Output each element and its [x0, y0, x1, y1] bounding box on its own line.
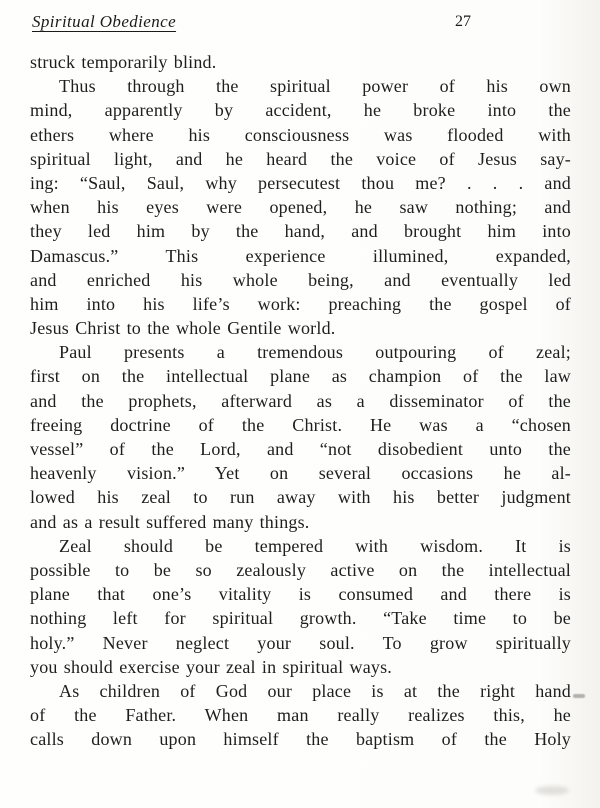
paragraph [30, 534, 571, 679]
text-line: and as a result suffered many things. [30, 511, 310, 532]
paragraph [30, 340, 571, 534]
page-header [32, 12, 572, 38]
text-line: first on the intellectual plane as champion of the law [30, 366, 571, 387]
text-line: possible to be so zealously active on the intellectual [30, 559, 571, 580]
paragraph [30, 74, 571, 340]
text-line: ethers where his consciousness was flooded with [30, 124, 571, 145]
scan-artifact [535, 786, 569, 795]
text-line: vessel” of the Lord, and “not disobedient unto the [30, 439, 571, 459]
text-line: freeing doctrine of the Christ. He was a “chosen [30, 414, 571, 435]
text-line: of the Father. When man really realizes this, he [30, 705, 571, 726]
text-line: mind, apparently by accident, he broke into the [30, 100, 571, 121]
text-line: Jesus Christ to the whole Gentile world. [30, 318, 336, 339]
text-line: lowed his zeal to run away with his better judgment [30, 487, 571, 508]
text-line: nothing left for spiritual growth. “Take time to be [30, 608, 571, 629]
text-line: calls down upon himself the baptism of the Holy [30, 729, 571, 750]
text-line: heavenly vision.” Yet on several occasions he al- [30, 463, 571, 484]
scan-artifact [573, 694, 585, 698]
text-line: As children of God our place is at the right hand [59, 680, 571, 701]
text-line: struck temporarily blind. [30, 52, 217, 72]
text-line: ing: “Saul, Saul, why persecutest thou me? . . . and [30, 172, 571, 193]
running-title: Spiritual Obedience [32, 12, 177, 31]
paragraph [30, 679, 571, 752]
text-line: you should exercise your zeal in spiritual ways. [30, 656, 393, 677]
page-number: 27 [455, 13, 471, 30]
text-line: and the prophets, afterward as a disseminator of the [30, 390, 571, 411]
text-line: Damascus.” This experience illumined, expanded, [30, 245, 571, 266]
text-line: they led him by the hand, and brought him into [30, 221, 571, 242]
text-line: when his eyes were opened, he saw nothing; and [30, 197, 571, 218]
text-line: and enriched his whole being, and eventually led [30, 269, 571, 290]
text-line: holy.” Never neglect your soul. To grow spiritually [30, 632, 571, 653]
paragraph [30, 50, 571, 74]
text-line: him into his life’s work: preaching the gospel of [30, 293, 571, 314]
text-line: spiritual light, and he heard the voice of Jesus say- [30, 148, 571, 169]
text-line: Thus through the spiritual power of his own [59, 76, 571, 97]
text-line: Paul presents a tremendous outpouring of zeal; [59, 342, 571, 363]
text-line: plane that one’s vitality is consumed and there is [30, 584, 571, 605]
page-body [30, 50, 571, 751]
text-line: Zeal should be tempered with wisdom. It is [59, 535, 571, 556]
